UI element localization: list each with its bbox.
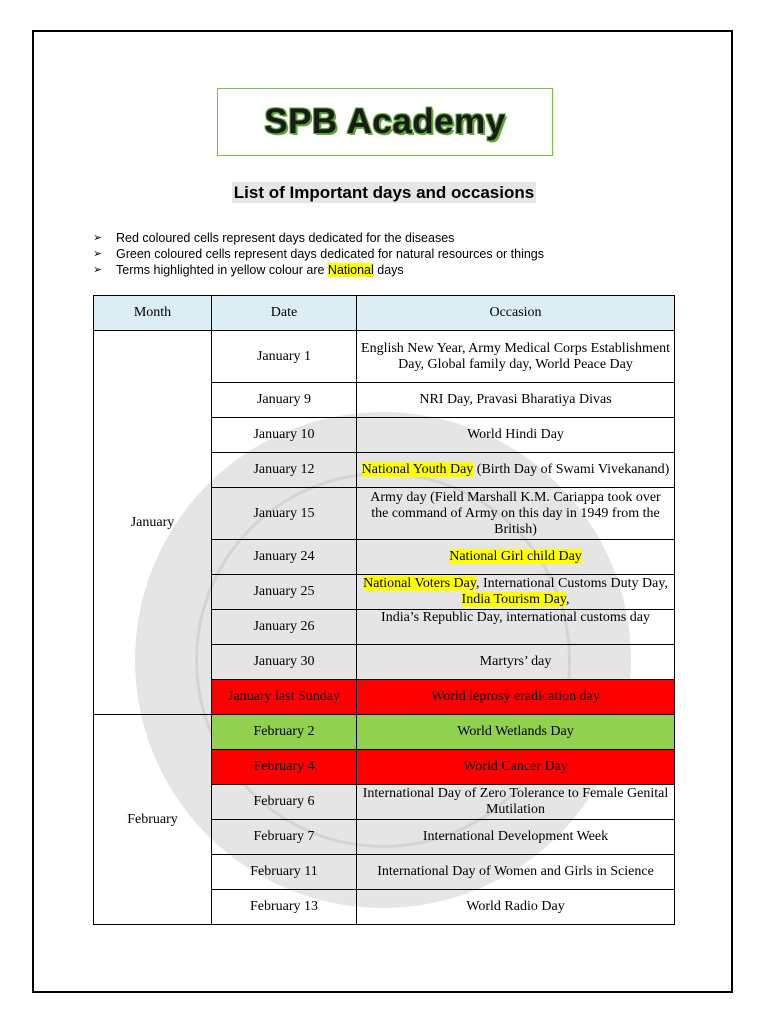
national-day-highlight: India Tourism Day (461, 592, 566, 607)
occasion-cell (357, 680, 675, 715)
occasion-text: NRI Day, Pravasi Bharatiya Divas (419, 392, 612, 407)
date-cell: February 6 (212, 785, 357, 820)
table-header-row (94, 296, 675, 331)
title-box (217, 88, 553, 156)
occasion-cell (357, 488, 675, 540)
date-cell: February 11 (212, 855, 357, 890)
occasion-cell (357, 453, 675, 488)
occasion-text: English New Year, Army Medical Corps Establishment Day, Global family day, World Peace Day (361, 340, 670, 372)
occasion-text: International Day of Women and Girls in Science (377, 864, 654, 879)
date-cell: February 2 (212, 715, 357, 750)
legend-notes (93, 230, 544, 278)
national-day-highlight: National Girl child Day (449, 549, 582, 564)
occasion-cell (357, 890, 675, 925)
date-cell: January 24 (212, 540, 357, 575)
date-cell: January 26 (212, 610, 357, 645)
arrow-bullet-icon: ➢ (93, 264, 103, 276)
note-item (93, 262, 544, 278)
date-cell: January 10 (212, 418, 357, 453)
table-body (94, 331, 675, 925)
occasion-cell (357, 785, 675, 820)
table-row (94, 715, 675, 750)
header-month: Month (94, 296, 212, 331)
occasion-cell (357, 575, 675, 610)
subtitle-text: List of Important days and occasions (233, 183, 535, 202)
occasion-text: , (565, 592, 570, 607)
month-cell: January (94, 331, 212, 715)
date-cell: January 25 (212, 575, 357, 610)
date-cell: January last Sunday (212, 680, 357, 715)
occasion-cell (357, 331, 675, 383)
occasion-text: International Day of Zero Tolerance to Female Genital Mutilation (362, 786, 669, 817)
occasion-cell (357, 750, 675, 785)
occasion-cell (357, 855, 675, 890)
date-cell: January 9 (212, 383, 357, 418)
occasion-text: International Development Week (422, 829, 609, 844)
occasion-cell (357, 610, 675, 645)
note-item (93, 230, 544, 246)
table-row (94, 331, 675, 383)
occasion-text: Army day (Field Marshall K.M. Cariappa took over the command of Army on this day in 1949 from the British) (370, 489, 661, 537)
occasion-cell (357, 540, 675, 575)
note-text-after: days (373, 263, 404, 277)
occasion-text: World Radio Day (466, 899, 565, 914)
note-text-before: Terms highlighted in yellow colour are (116, 263, 328, 277)
occasion-text: Martyrs’ day (479, 654, 552, 669)
arrow-bullet-icon: ➢ (93, 248, 103, 260)
occasion-cell (357, 645, 675, 680)
occasion-text: World leprosy eradication day (431, 689, 600, 704)
national-highlight: National (327, 263, 374, 277)
note-text: Green coloured cells represent days dedicated for natural resources or things (116, 247, 545, 261)
occasion-text: , International Customs Duty Day, (475, 576, 668, 591)
date-cell: January 15 (212, 488, 357, 540)
occasion-text: World Wetlands Day (457, 724, 574, 739)
occasion-text: World Hindi Day (467, 427, 564, 442)
occasion-cell (357, 715, 675, 750)
date-cell: February 7 (212, 820, 357, 855)
header-date: Date (212, 296, 357, 331)
occasion-cell (357, 383, 675, 418)
occasion-cell (357, 418, 675, 453)
national-day-highlight: National Voters Day (363, 576, 476, 591)
occasion-text: India’s Republic Day, international customs day (381, 610, 650, 625)
date-cell: January 30 (212, 645, 357, 680)
month-cell: February (94, 715, 212, 925)
note-item (93, 246, 544, 262)
occasion-text: World Cancer Day (463, 759, 568, 774)
subtitle (0, 183, 768, 203)
occasion-text: (Birth Day of Swami Vivekanand) (473, 462, 670, 477)
date-cell: January 12 (212, 453, 357, 488)
date-cell: February 13 (212, 890, 357, 925)
important-days-table (93, 295, 675, 925)
date-cell: February 4 (212, 750, 357, 785)
national-day-highlight: National Youth Day (361, 462, 474, 477)
note-text: Red coloured cells represent days dedicated for the diseases (116, 231, 455, 245)
arrow-bullet-icon: ➢ (93, 232, 103, 244)
date-cell: January 1 (212, 331, 357, 383)
document-title: SPB Academy (264, 102, 506, 141)
header-occasion: Occasion (357, 296, 675, 331)
occasion-cell (357, 820, 675, 855)
